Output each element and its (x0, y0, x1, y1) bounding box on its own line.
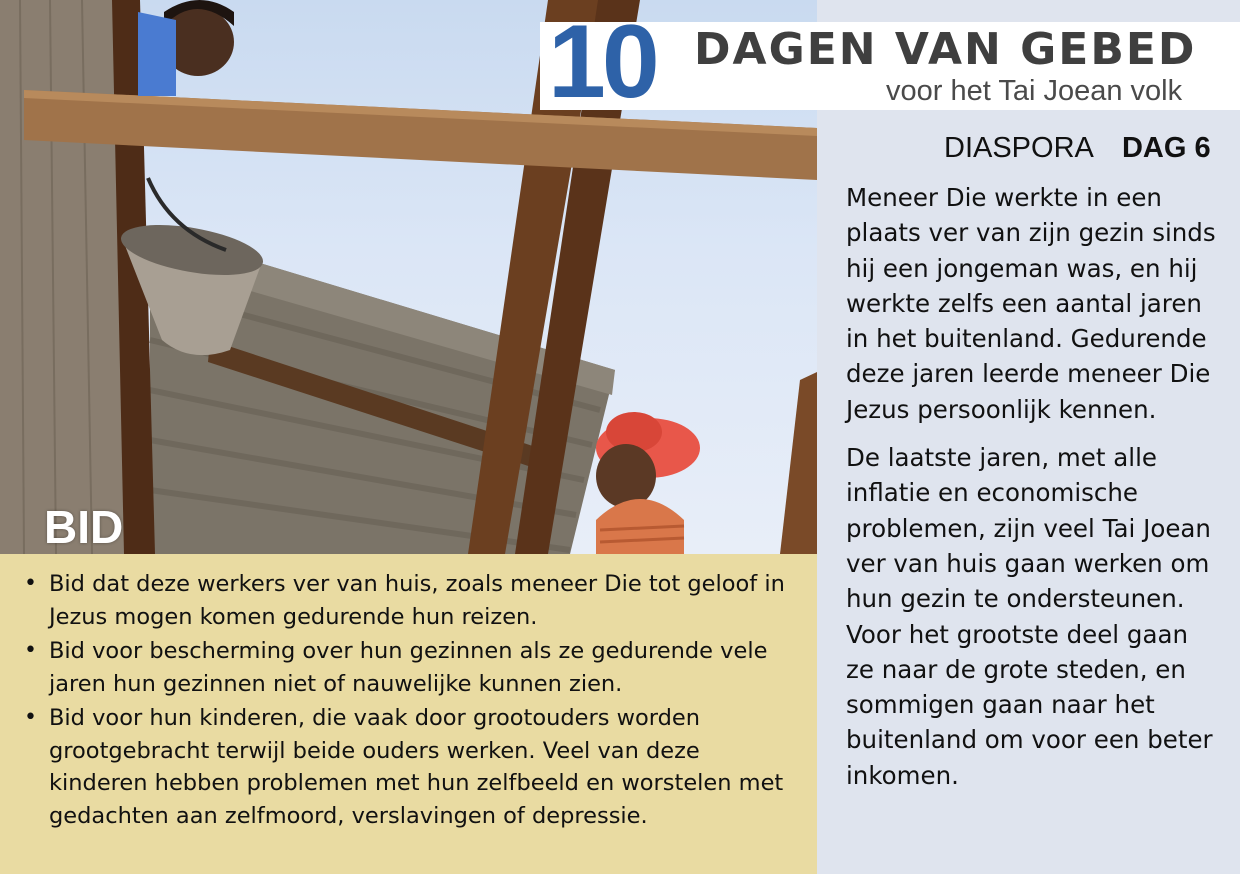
bullet-icon: • (24, 705, 37, 730)
day-header (944, 130, 1211, 166)
bid-heading: BID (44, 501, 124, 553)
prayer-item-text: Bid dat deze werkers ver van huis, zoals meneer Die tot geloof in Jezus mogen komen gedurende hun reizen. (49, 571, 785, 630)
bullet-icon: • (24, 638, 37, 663)
worker-top-shirt (138, 12, 176, 96)
story-paragraph: Meneer Die werkte in een plaats ver van zijn gezin sinds hij een jongeman was, en hij werkte zelfs een aantal jaren in het buitenland. Gedurende deze jaren leerde meneer Die Jezus persoonlijk kennen. (846, 183, 1216, 424)
worker-hat-face (596, 444, 656, 508)
prayer-item-text: Bid voor hun kinderen, die vaak door grootouders worden grootgebracht terwijl beide ouders werken. Veel van deze kinderen hebben problemen met hun zelfbeeld en worstelen met gedachten aan zelfmoord, verslavingen of depressie. (49, 705, 784, 829)
banner-day-count: 10 (548, 4, 656, 120)
bullet-icon: • (24, 571, 37, 596)
day-label: DAG 6 (1121, 132, 1211, 164)
story-text (846, 180, 1222, 806)
story-paragraph: De laatste jaren, met alle inflatie en economische problemen, zijn veel Tai Joean ver van huis gaan werken om hun gezin te ondersteunen. Voor het grootste deel gaan ze naar de grote steden, en sommigen gaan naar het buitenland om voor een beter inkomen. (846, 443, 1213, 790)
prayer-item (22, 568, 802, 633)
prayer-item-text: Bid voor bescherming over hun gezinnen als ze gedurende vele jaren hun gezinnen niet of nauwelijke kunnen zien. (49, 638, 768, 697)
section-label: DIASPORA (944, 132, 1094, 164)
banner-subtitle: voor het Tai Joean volk (886, 75, 1183, 107)
prayer-item (22, 702, 802, 832)
banner-title: DAGEN VAN GEBED (694, 24, 1197, 75)
prayer-item (22, 635, 802, 700)
prayer-list (22, 568, 802, 834)
